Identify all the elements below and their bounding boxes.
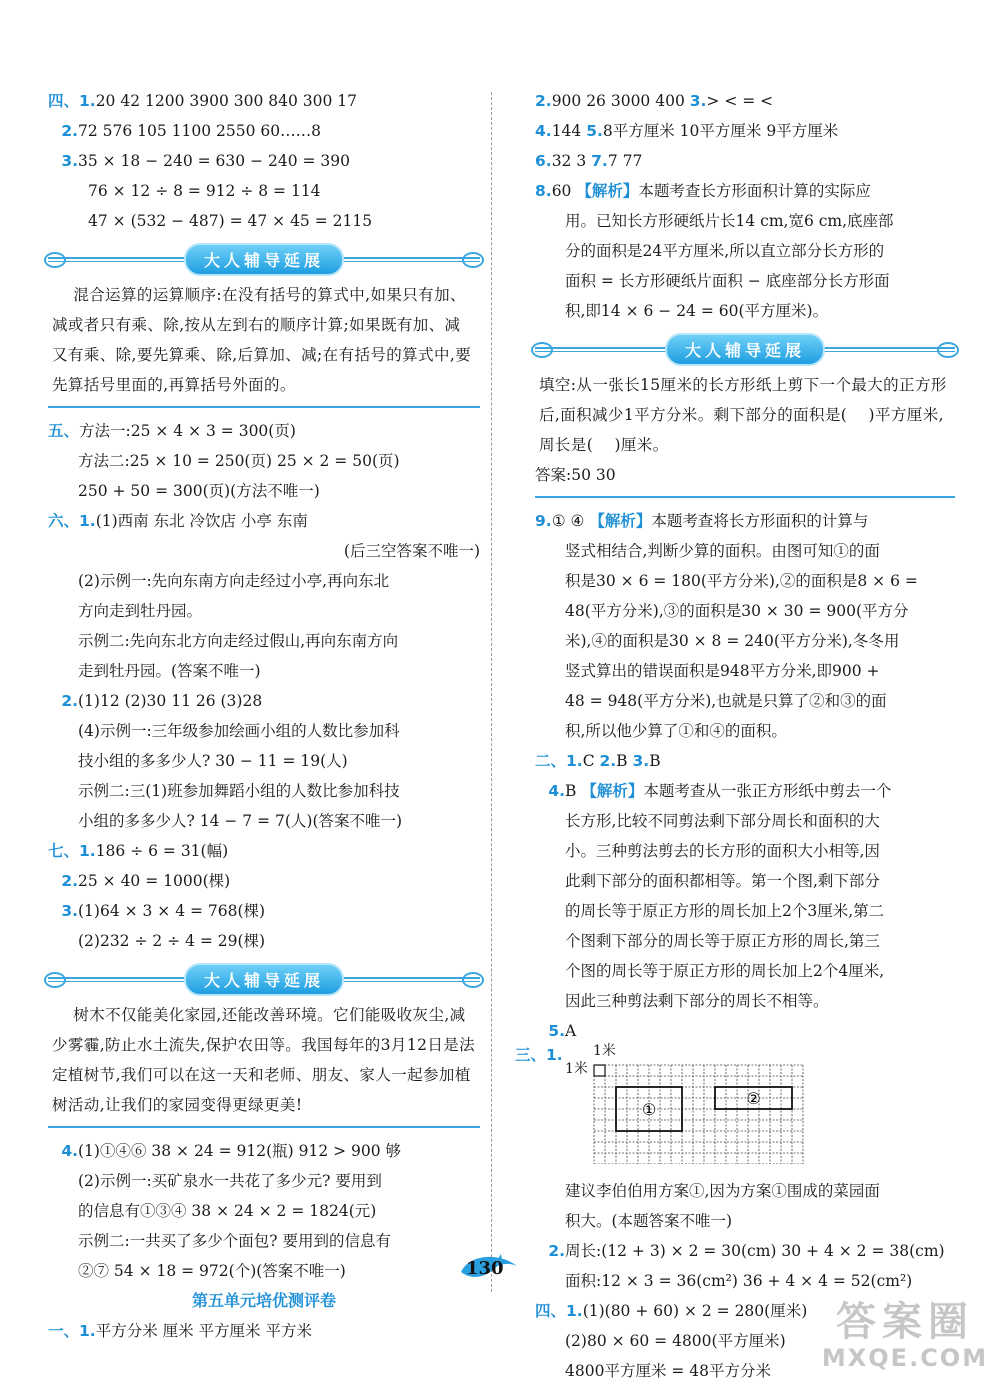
answer-line xyxy=(48,866,480,896)
grid-figure xyxy=(515,1043,955,1176)
answer-line xyxy=(48,1196,480,1226)
answer-text: 积,所以他少算了①和④的面积。 xyxy=(565,722,787,740)
answer-text: 76 × 12 ÷ 8 = 912 ÷ 8 = 114 xyxy=(88,182,321,200)
watermark xyxy=(820,1300,990,1376)
answer-text: (4)示例一:三年级参加绘画小组的人数比参加科 xyxy=(78,722,400,740)
answer-text: (2)232 ÷ 2 ÷ 4 = 29(棵) xyxy=(78,932,266,950)
answer-line xyxy=(535,866,955,896)
watermark-url: MXQE.COM xyxy=(821,1344,989,1372)
answer-text: 走到牡丹园。(答案不唯一) xyxy=(78,662,261,680)
answer-line xyxy=(535,1176,955,1206)
tutor-extension-banner xyxy=(535,330,955,366)
question-number: 2. xyxy=(535,92,552,110)
column-divider xyxy=(491,92,492,1292)
answer-text: > < = < xyxy=(706,92,774,110)
extension-end-rule xyxy=(535,496,955,498)
question-number: 2. xyxy=(599,752,617,770)
answer-line xyxy=(535,716,955,746)
question-number: 2. xyxy=(61,122,78,140)
tutor-extension-banner xyxy=(48,960,480,996)
answer-line xyxy=(535,626,955,656)
answer-line xyxy=(48,1226,480,1256)
answer-text: 答案:50 30 xyxy=(535,466,616,484)
answer-text: (2)示例一:先向东南方向走经过小亭,再向东北 xyxy=(78,572,390,590)
answer-text: 分的面积是24平方厘米,所以直立部分长方形的 xyxy=(565,242,885,260)
answer-text: 积是30 × 6 = 180(平方分米),②的面积是8 × 6 = xyxy=(565,572,918,590)
answer-text: 此剩下部分的面积都相等。第一个图,剩下部分 xyxy=(565,872,880,890)
answer-text: 因此三种剪法剩下部分的周长不相等。 xyxy=(565,992,829,1010)
analysis-tag: 【解析】 xyxy=(581,782,644,800)
banner-title: 大人辅导延展 xyxy=(184,243,344,276)
answer-text: 7 77 xyxy=(607,152,643,170)
answer-text: 米),④的面积是30 × 8 = 240(平方分米),冬冬用 xyxy=(565,632,900,650)
answer-line xyxy=(48,176,480,206)
answer-line xyxy=(48,1136,480,1166)
answer-line xyxy=(48,1256,480,1286)
extension-end-rule xyxy=(48,1126,480,1128)
answer-line xyxy=(48,836,480,866)
answer-text: 示例二:三(1)班参加舞蹈小组的人数比参加科技 xyxy=(78,782,400,800)
answer-text: (2)80 × 60 = 4800(平方厘米) xyxy=(565,1332,786,1350)
answer-line xyxy=(535,896,955,926)
answer-text: 250 + 50 = 300(页)(方法不唯一) xyxy=(78,482,320,500)
answer-line xyxy=(535,746,955,776)
answer-line xyxy=(535,536,955,566)
answer-line xyxy=(48,656,480,686)
question-number: 3. xyxy=(689,92,707,110)
answer-line xyxy=(48,86,480,116)
answer-text: 本题考查从一张正方形纸中剪去一个 xyxy=(643,782,892,800)
extension-paragraph: 树木不仅能美化家园,还能改善环境。它们能吸收灰尘,减少雾霾,防止水土流失,保护农田等。我国每年的3月12日是法定植树节,我们可以在这一天和老师、朋友、家人一起参加植树活动,让我们的家园变得更绿更美! xyxy=(52,1006,476,1114)
answer-text: 面积:12 × 3 = 36(cm²) 36 + 4 × 4 = 52(cm²) xyxy=(565,1272,913,1290)
answer-line xyxy=(48,746,480,776)
answer-line xyxy=(48,146,480,176)
answer-line xyxy=(48,626,480,656)
answer-text: 小组的多多少人? 14 − 7 = 7(人)(答案不唯一) xyxy=(78,812,403,830)
analysis-tag: 【解析】 xyxy=(576,182,639,200)
question-number: 6. xyxy=(535,152,552,170)
answer-text: 周长:(12 + 3) × 2 = 30(cm) 30 + 4 × 2 = 38(cm) xyxy=(565,1242,945,1260)
answer-text: 35 × 18 − 240 = 630 − 240 = 390 xyxy=(78,152,350,170)
answer-text: 48(平方分米),③的面积是30 × 30 = 900(平方分 xyxy=(565,602,909,620)
answer-text: (1)西南 东北 冷饮店 小亭 东南 xyxy=(95,512,308,530)
answer-text: 47 × (532 − 487) = 47 × 45 = 2115 xyxy=(88,212,373,230)
grid-paper xyxy=(593,1064,813,1164)
answer-line xyxy=(535,1206,955,1236)
answer-line xyxy=(535,266,955,296)
question-number: 5. xyxy=(586,122,603,140)
answer-line xyxy=(48,926,480,956)
watermark-title: 答案圈 xyxy=(836,1299,974,1345)
answer-text: 建议李伯伯用方案①,因为方案①围成的菜园面 xyxy=(565,1182,880,1200)
answer-text: (1)64 × 3 × 4 = 768(棵) xyxy=(78,902,266,920)
answer-line xyxy=(535,566,955,596)
answer-text: 方向走到牡丹园。 xyxy=(78,602,203,620)
question-number: 3. xyxy=(632,752,650,770)
question-number: 二、1. xyxy=(535,752,583,770)
answer-line xyxy=(48,686,480,716)
answer-line xyxy=(535,206,955,236)
answer-text: 示例二:先向东北方向走经过假山,再向东南方向 xyxy=(78,632,399,650)
answer-text: B xyxy=(616,752,633,770)
answer-text: 900 26 3000 400 xyxy=(551,92,690,110)
answer-text: B xyxy=(649,752,661,770)
answer-text: (后三空答案不唯一) xyxy=(343,542,480,560)
answer-text: (2)示例一:买矿泉水一共花了多少元? 要用到 xyxy=(78,1172,382,1190)
question-number: 8. xyxy=(535,182,552,200)
answer-line xyxy=(535,236,955,266)
answer-text: 积,即14 × 6 − 24 = 60(平方厘米)。 xyxy=(565,302,829,320)
answer-line xyxy=(535,176,955,206)
answer-text: 个图剩下部分的周长等于原正方形的周长,第三 xyxy=(565,932,880,950)
answer-line xyxy=(535,86,955,116)
answer-line xyxy=(48,446,480,476)
grid-top-label: 1米 xyxy=(593,1043,616,1059)
answer-line xyxy=(48,806,480,836)
section-title: 第五单元培优测评卷 xyxy=(191,1291,336,1310)
question-number: 2. xyxy=(548,1242,565,1260)
answer-text: 用。已知长方形硬纸片长14 cm,宽6 cm,底座部 xyxy=(565,212,894,230)
answer-text: 20 42 1200 3900 300 840 300 17 xyxy=(95,92,357,110)
answer-text: 个图的周长等于原正方形的周长加上2个4厘米, xyxy=(565,962,885,980)
question-number: 3. xyxy=(61,902,78,920)
grid-side-label: 1米 xyxy=(565,1061,588,1077)
answer-line xyxy=(48,416,480,446)
answer-text: 平方分米 厘米 平方厘米 平方米 xyxy=(95,1322,312,1340)
question-number: 9. xyxy=(535,512,552,530)
answer-text: 144 xyxy=(551,122,587,140)
answer-line xyxy=(535,146,955,176)
answer-text: 72 576 105 1100 2550 60……8 xyxy=(78,122,322,140)
answer-text: 示例二:一共买了多少个面包? 要用到的信息有 xyxy=(78,1232,391,1250)
question-number: 5. xyxy=(548,1022,565,1040)
question-number: 五、 xyxy=(48,422,80,440)
answer-text: A xyxy=(565,1022,577,1040)
answer-line xyxy=(48,776,480,806)
question-number: 七、1. xyxy=(48,842,96,860)
question-number: 2. xyxy=(61,872,78,890)
plan-2-label: ② xyxy=(746,1089,761,1108)
answer-text: 的周长等于原正方形的周长加上2个3厘米,第二 xyxy=(565,902,885,920)
extension-end-rule xyxy=(48,406,480,408)
answer-text: 48 = 948(平方分米),也就是只算了②和③的面 xyxy=(565,692,887,710)
tutor-extension-banner xyxy=(48,240,480,276)
answer-line xyxy=(48,1166,480,1196)
answer-text: 32 3 xyxy=(551,152,592,170)
answer-text: 本题考查将长方形面积的计算与 xyxy=(651,512,869,530)
answer-text: 竖式算出的错误面积是948平方分米,即900 + xyxy=(565,662,880,680)
answer-text: B xyxy=(565,782,582,800)
answer-line xyxy=(48,716,480,746)
answer-text: 的信息有①③④ 38 × 24 × 2 = 1824(元) xyxy=(78,1202,377,1220)
question-number: 4. xyxy=(61,1142,78,1160)
answer-line xyxy=(535,776,955,806)
answer-line xyxy=(535,460,955,490)
answer-line xyxy=(535,836,955,866)
answer-line xyxy=(535,1266,955,1296)
answer-text: 积大。(本题答案不唯一) xyxy=(565,1212,733,1230)
question-number: 4. xyxy=(548,782,565,800)
answer-text: 本题考查长方形面积计算的实际应 xyxy=(638,182,871,200)
answer-text: ① ④ xyxy=(551,512,590,530)
answer-line xyxy=(48,896,480,926)
banner-title: 大人辅导延展 xyxy=(184,963,344,996)
analysis-tag: 【解析】 xyxy=(589,512,652,530)
question-number: 7. xyxy=(591,152,608,170)
page-number: 130 xyxy=(466,1258,504,1279)
question-number: 2. xyxy=(61,692,78,710)
answer-line xyxy=(535,506,955,536)
answer-line xyxy=(48,116,480,146)
answer-text: 长方形,比较不同剪法剩下部分周长和面积的大 xyxy=(565,812,880,830)
answer-line xyxy=(535,956,955,986)
answer-text: 4800平方厘米 = 48平方分米 xyxy=(565,1362,772,1380)
answer-text: 60 xyxy=(551,182,577,200)
answer-line xyxy=(535,116,955,146)
answer-line xyxy=(535,806,955,836)
answer-line xyxy=(535,656,955,686)
answer-line xyxy=(48,1316,480,1346)
answer-line xyxy=(48,596,480,626)
left-column xyxy=(48,86,480,1346)
question-number: 3. xyxy=(61,152,78,170)
answer-line xyxy=(535,686,955,716)
answer-line xyxy=(48,506,480,536)
answer-line xyxy=(535,1236,955,1266)
answer-text: 方法一:25 × 4 × 3 = 300(页) xyxy=(79,422,296,440)
answer-text: 技小组的多多少人? 30 − 11 = 19(人) xyxy=(78,752,348,770)
answer-line xyxy=(48,476,480,506)
answer-text: 25 × 40 = 1000(棵) xyxy=(78,872,231,890)
answer-text: (1)12 (2)30 11 26 (3)28 xyxy=(78,692,263,710)
answer-text: 方法二:25 × 10 = 250(页) 25 × 2 = 50(页) xyxy=(78,452,400,470)
answer-text: 竖式相结合,判断少算的面积。由图可知①的面 xyxy=(565,542,880,560)
answer-line xyxy=(535,986,955,1016)
answer-text: 面积 = 长方形硬纸片面积 − 底座部分长方形面 xyxy=(565,272,890,290)
answer-line xyxy=(48,206,480,236)
extension-paragraph: 填空:从一张长15厘米的长方形纸上剪下一个最大的正方形后,面积减少1平方分米。剩下部分的面积是( )平方厘米,周长是( )厘米。 xyxy=(539,376,947,454)
question-number: 三、1. xyxy=(515,1046,563,1064)
question-number: 六、1. xyxy=(48,512,96,530)
question-number: 4. xyxy=(535,122,552,140)
question-number: 一、1. xyxy=(48,1322,96,1340)
answer-text: 186 ÷ 6 = 31(幅) xyxy=(95,842,229,860)
banner-title: 大人辅导延展 xyxy=(665,333,825,366)
answer-line xyxy=(535,926,955,956)
answer-line xyxy=(535,296,955,326)
question-number: 四、1. xyxy=(48,92,96,110)
answer-text: (1)①④⑥ 38 × 24 = 912(瓶) 912 > 900 够 xyxy=(78,1142,402,1160)
answer-text: (1)(80 + 60) × 2 = 280(厘米) xyxy=(582,1302,808,1320)
answer-line xyxy=(48,536,480,566)
answer-line xyxy=(535,596,955,626)
answer-text: 小。三种剪法剪去的长方形的面积大小相等,因 xyxy=(565,842,880,860)
answer-line xyxy=(48,566,480,596)
answer-text: ②⑦ 54 × 18 = 972(个)(答案不唯一) xyxy=(78,1262,346,1280)
right-column xyxy=(515,86,955,1386)
extension-paragraph: 混合运算的运算顺序:在没有括号的算式中,如果只有加、减或者只有乘、除,按从左到右的顺序计算;如果既有加、减又有乘、除,要先算乘、除,后算加、减;在有括号的算式中,要先算括号里面的,再算括号外面的。 xyxy=(52,286,472,394)
answer-text: C xyxy=(582,752,600,770)
answer-text: 8平方厘米 10平方厘米 9平方厘米 xyxy=(602,122,839,140)
plan-1-label: ① xyxy=(641,1100,657,1119)
question-number: 四、1. xyxy=(535,1302,583,1320)
